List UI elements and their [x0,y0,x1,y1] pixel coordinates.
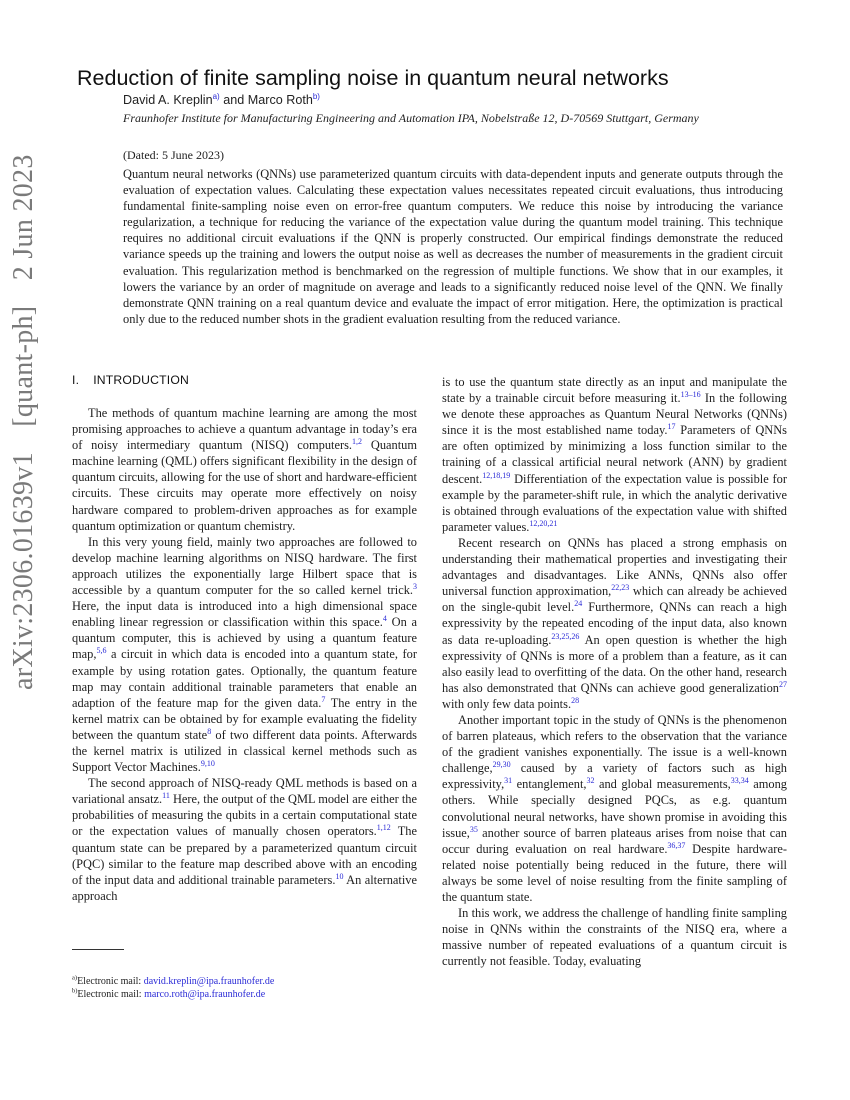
paper-title: Reduction of finite sampling noise in quantum neural networks [77,66,669,90]
text-run: The entry in the kernel matrix can be obtained by for example evaluating the fidelity between the quantum state [72,695,417,742]
text-run: among others. While specially designed PQCs, as e.g. quantum convolutional neural networks, have shown promise in avoiding this issue, [442,777,787,840]
section-number: I. [72,373,80,387]
citation-link[interactable]: 27 [779,679,787,689]
arxiv-stamp [8,136,40,690]
text-run: entanglement, [512,777,587,792]
citation-link[interactable]: 32 [586,776,595,786]
text-run: The methods of quantum machine learning are among the most promising approaches to achieve a quantum advantage in today’s era of noisy intermediary quantum (NISQ) computers. [72,406,417,453]
text-run: The quantum state can be prepared by a parameterized quantum circuit (PQC) similar to the feature map described above with an encoding of the input data and additional trainable parameters. [72,824,417,887]
date-line: (Dated: 5 June 2023) [123,148,224,162]
text-run: Differentiation of the expectation value is possible for example by the parameter-shift rule, in which the analytic derivative is obtained through evaluations of the expectation value with shifted parameter values. [442,471,787,534]
text-run: In this work, we address the challenge of handling finite sampling noise in QNNs within the constraints of the NISQ era, where a massive number of repeated evaluations of a quantum circuit is currently not feasible. Today, evaluating [442,906,787,969]
arxiv-category: [quant-ph] [8,305,39,427]
author-name: David A. Kreplin [123,93,213,107]
citation-link[interactable]: 1,12 [376,823,391,833]
citation-link[interactable]: 3 [413,581,417,591]
affiliation: Fraunhofer Institute for Manufacturing Engineering and Automation IPA, Nobelstraße 12, D-70569 Stuttgart, Germany [123,111,699,125]
abstract: Quantum neural networks (QNNs) use parameterized quantum circuits with data-dependent inputs and generate outputs through the evaluation of expectation values. Calculating these expectation values necessitates repeated circuit evaluations, thus introducing fundamental finite-sampling noise even on error-free quantum computers. We reduce this noise by introducing the variance regularization, a technique for reducing the variance of the expectation value during the quantum model training. This technique requires no additional circuit evaluations if the QNN is properly constructed. Our empirical findings demonstrate the reduced variance speeds up the training and lowers the output noise as well as decreases the number of measurements in the gradient circuit evaluation. This regularization method is benchmarked on the regression of multiple functions. We show that in our examples, it lowers the variance by an order of magnitude on average and leads to a significantly reduced noise level of the QNN. We finally demonstrate QNN training on a real quantum device and evaluate the impact of error mitigation. Here, the optimization is practical only due to the reduced number shots in the gradient evaluation resulting from the reduced variance. [123,167,783,326]
citation-link[interactable]: 12,20,21 [529,518,558,528]
text-run: with only few data points. [442,696,572,711]
text-run: caused by a variety of factors such as high expressivity, [442,761,787,792]
footnote-rule [72,949,124,950]
citation-link[interactable]: 12,18,19 [482,470,511,480]
text-run: Quantum machine learning (QML) offers significant flexibility in the design of quantum circuits, allowing for the use of short and hardware-efficient circuits. These circuits may operate more effectively on noisy hardware compared to problem-driven approaches as for example quantum optimization or quantum chemistry. [72,438,418,533]
citation-link[interactable]: 33,34 [730,776,749,786]
citation-link[interactable]: 29,30 [492,760,511,770]
arxiv-date: 2 Jun 2023 [8,154,39,281]
citation-link[interactable]: 22,23 [611,583,630,593]
text-run: An open question is whether the high expressivity of QNNs is more of a problem than a feature, as it can also easily lead to overfitting of the data. On the other hand, research has also demonstrated that QNNs can achieve good generalization [442,632,787,695]
text-run: a circuit in which data is encoded into a quantum state, for example by using rotation gates. Optionally, the quantum feature map may contain additional trainable parameters that enable an adaption of the feature map for the given data. [72,647,417,710]
text-run: of two different data points. Afterwards the kernel matrix is utilized in classical kernel methods such as Support Vector Machines. [72,727,417,775]
text-run: On a quantum computer, this is achieved by using a quantum feature map, [72,615,418,662]
citation-link[interactable]: 13–16 [680,389,701,399]
citation-link[interactable]: 5,6 [96,646,107,656]
text-run: Here, the input data is introduced into a high dimensional space enabling linear regression or classification within this space. [72,599,417,630]
text-run: Another important topic in the study of QNNs is the phenomenon of barren plateaus, which refers to the observation that the variance of the gradient vanishes exponentially. The issue is a well-known challenge, [442,712,787,776]
author-name: Marco Roth [247,93,313,107]
text-run: Here, the output of the QML model are either the probabilities of measuring the qubits in a certain computational state or the expectation values of manually chosen operators. [72,792,417,839]
author-footnote-link[interactable]: a) [212,91,220,101]
citation-link[interactable]: 8 [207,726,212,736]
right-column [442,374,787,969]
paragraph [442,374,787,535]
text-run: Parameters of QNNs are often optimized by minimizing a loss function similar to the training of a classical artificial neural network (ANN) by gradient descent. [442,423,787,486]
paragraph [72,534,417,775]
citation-link[interactable]: 7 [321,694,326,704]
text-run: The second approach of NISQ-ready QML methods is based on a variational ansatz. [72,776,417,807]
footnote-mark: b) [72,987,78,995]
footnote [72,988,274,1001]
section-title: INTRODUCTION [93,373,190,387]
citation-link[interactable]: 31 [504,776,513,786]
text-run: In this very young field, mainly two approaches are followed to develop machine learning algorithms on NISQ hardware. The first approach utilizes the exponentially large Hilbert space that is accessible by a quantum computer for the so called kernel trick. [72,534,417,598]
citation-link[interactable]: 23,25,26 [551,631,580,641]
footnote-label: Electronic mail: [77,989,145,1000]
email-link[interactable]: david.kreplin@ipa.fraunhofer.de [143,976,275,987]
arxiv-id: arXiv:2306.01639v1 [8,452,39,690]
text-run: Recent research on QNNs has placed a strong emphasis on understanding their mathematical properties and investigating their advantages and disadvantages. Like ANNs, QNNs also offer universal function approximation, [442,535,787,599]
citation-link[interactable]: 24 [574,599,583,609]
footnotes [72,975,274,1001]
text-run: which can already be achieved on the single-qubit level. [442,584,787,615]
text-run: another source of barren plateaus arises from noise that can occur during evaluation on real hardware. [442,825,787,856]
text-run: Despite hardware-related noise potentially being reduced in the future, there will always be some level of noise resulting from the finite sampling of the quantum state. [442,841,788,904]
citation-link[interactable]: 4 [382,614,387,624]
author-list [123,93,320,107]
author-footnote-link[interactable]: b) [312,91,320,101]
text-run: An alternative approach [72,872,417,903]
paragraph [442,905,787,969]
citation-link[interactable]: 11 [162,791,170,801]
text-run: Furthermore, QNNs can reach a high expressivity by the repeated encoding of the input data, also known as data re-uploading. [442,600,787,647]
email-link[interactable]: marco.roth@ipa.fraunhofer.de [144,989,266,1000]
citation-link[interactable]: 36,37 [667,840,686,850]
citation-link[interactable]: 9,10 [200,758,215,768]
left-column [72,405,417,904]
citation-link[interactable]: 35 [469,824,478,834]
paragraph [442,712,787,905]
citation-link[interactable]: 17 [667,422,676,432]
paragraph [72,775,417,904]
citation-link[interactable]: 10 [335,871,344,881]
footnote-label: Electronic mail: [77,976,144,987]
text-run: In the following we denote these approaches as Quantum Neural Networks (QNNs) since it is the most established name today. [442,391,787,438]
citation-link[interactable]: 28 [571,695,580,705]
footnote [72,975,274,988]
citation-link[interactable]: 1,2 [352,437,363,447]
text-run: and global measurements, [594,777,731,792]
footnote-mark: a) [72,974,78,982]
paragraph [72,405,417,534]
author-connector: and [223,93,245,107]
paragraph [442,535,787,712]
section-heading [72,373,189,387]
text-run: is to use the quantum state directly as an input and manipulate the state by a trainable circuit before measuring it. [442,375,787,406]
